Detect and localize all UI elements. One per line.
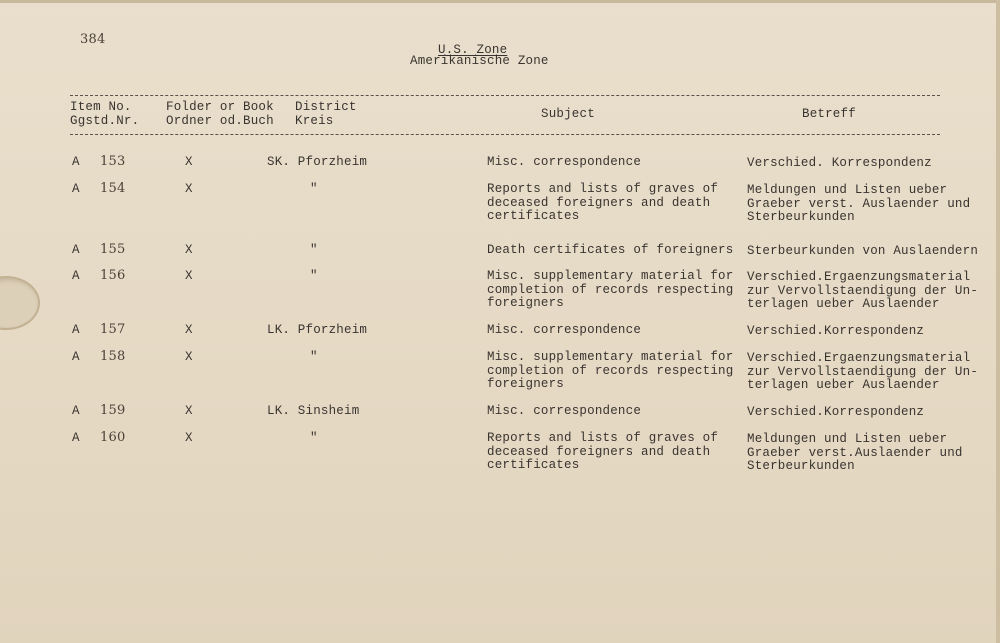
row-item-number: 159 bbox=[100, 403, 126, 418]
row-district-ditto: " bbox=[310, 431, 318, 445]
row-betreff-line: Sterbeurkunden von Auslaendern bbox=[747, 244, 979, 258]
row-subject-line: Reports and lists of graves of bbox=[487, 431, 719, 445]
row-item-prefix: A bbox=[72, 269, 80, 283]
row-district-ditto: " bbox=[310, 269, 318, 283]
row-subject-line: Misc. correspondence bbox=[487, 155, 642, 169]
row-district: LK. Sinsheim bbox=[267, 404, 360, 418]
row-betreff-line: Verschied.Korrespondenz bbox=[747, 405, 925, 419]
binder-hole bbox=[0, 276, 40, 330]
row-item-prefix: A bbox=[72, 323, 80, 337]
row-subject-line: deceased foreigners and death bbox=[487, 444, 711, 459]
row-betreff-line: terlagen ueber Auslaender bbox=[747, 378, 940, 392]
page-number: 384 bbox=[80, 32, 106, 47]
row-subject-line: foreigners bbox=[487, 296, 565, 310]
row-item-number: 158 bbox=[100, 349, 126, 364]
row-item-prefix: A bbox=[72, 182, 80, 196]
row-folder-mark: X bbox=[185, 323, 193, 337]
row-district-ditto: " bbox=[310, 182, 318, 196]
row-betreff-line: Graeber verst.Auslaender und bbox=[747, 445, 963, 460]
row-subject-line: certificates bbox=[487, 209, 580, 223]
row-item-prefix: A bbox=[72, 155, 80, 169]
row-district-ditto: " bbox=[310, 350, 318, 364]
page-right-edge bbox=[996, 0, 1000, 643]
row-item-number: 153 bbox=[100, 154, 126, 169]
row-subject-line: Reports and lists of graves of bbox=[487, 182, 719, 196]
row-subject-line: Misc. correspondence bbox=[487, 323, 642, 337]
row-folder-mark: X bbox=[185, 431, 193, 445]
row-subject-line: certificates bbox=[487, 458, 580, 472]
header-rule-bottom bbox=[70, 134, 940, 135]
col-item-de: Ggstd.Nr. bbox=[70, 114, 140, 128]
row-betreff-line: zur Vervollstaendigung der Un- bbox=[747, 283, 979, 298]
row-item-number: 156 bbox=[100, 268, 126, 283]
row-district-ditto: " bbox=[310, 243, 318, 257]
row-item-prefix: A bbox=[72, 243, 80, 257]
row-betreff-line: terlagen ueber Auslaender bbox=[747, 297, 940, 311]
col-folder-de: Ordner od.Buch bbox=[166, 114, 274, 128]
page-top-edge bbox=[0, 0, 1000, 3]
row-item-number: 154 bbox=[100, 181, 126, 196]
row-folder-mark: X bbox=[185, 269, 193, 283]
row-betreff-line: Meldungen und Listen ueber bbox=[747, 432, 948, 446]
row-folder-mark: X bbox=[185, 182, 193, 196]
row-subject-line: completion of records respecting bbox=[487, 363, 734, 378]
row-item-prefix: A bbox=[72, 404, 80, 418]
row-betreff-line: Sterbeurkunden bbox=[747, 210, 855, 224]
row-betreff-line: Sterbeurkunden bbox=[747, 459, 855, 473]
col-subject: Subject bbox=[541, 107, 595, 121]
row-item-prefix: A bbox=[72, 431, 80, 445]
row-folder-mark: X bbox=[185, 155, 193, 169]
col-betreff: Betreff bbox=[802, 107, 856, 121]
col-folder-en: Folder or Book bbox=[166, 100, 274, 114]
row-subject-line: Death certificates of foreigners bbox=[487, 243, 734, 257]
row-folder-mark: X bbox=[185, 350, 193, 364]
header-rule-top bbox=[70, 95, 940, 96]
row-item-number: 157 bbox=[100, 322, 126, 337]
col-district-de: Kreis bbox=[295, 114, 334, 128]
row-betreff-line: Verschied.Ergaenzungsmaterial bbox=[747, 351, 971, 365]
row-item-prefix: A bbox=[72, 350, 80, 364]
row-subject-line: completion of records respecting bbox=[487, 282, 734, 297]
row-betreff-line: Meldungen und Listen ueber bbox=[747, 183, 948, 197]
row-item-number: 160 bbox=[100, 430, 126, 445]
row-subject-line: Misc. correspondence bbox=[487, 404, 642, 418]
row-betreff-line: Verschied. Korrespondenz bbox=[747, 156, 932, 170]
page-title: U.S. Zone bbox=[438, 43, 508, 57]
row-betreff-line: Verschied.Ergaenzungsmaterial bbox=[747, 270, 971, 284]
row-subject-line: foreigners bbox=[487, 377, 565, 391]
row-betreff-line: Graeber verst. Auslaender und bbox=[747, 196, 971, 211]
row-folder-mark: X bbox=[185, 243, 193, 257]
row-subject-line: Misc. supplementary material for bbox=[487, 350, 734, 364]
row-subject-line: Misc. supplementary material for bbox=[487, 269, 734, 283]
row-folder-mark: X bbox=[185, 404, 193, 418]
row-district: SK. Pforzheim bbox=[267, 155, 368, 169]
row-subject-line: deceased foreigners and death bbox=[487, 195, 711, 210]
col-district-en: District bbox=[295, 100, 357, 114]
row-betreff-line: zur Vervollstaendigung der Un- bbox=[747, 364, 979, 379]
col-item-en: Item No. bbox=[70, 100, 132, 114]
row-item-number: 155 bbox=[100, 242, 126, 257]
row-district: LK. Pforzheim bbox=[267, 323, 368, 337]
page-subtitle: Amerikanische Zone bbox=[410, 54, 549, 68]
row-betreff-line: Verschied.Korrespondenz bbox=[747, 324, 925, 338]
